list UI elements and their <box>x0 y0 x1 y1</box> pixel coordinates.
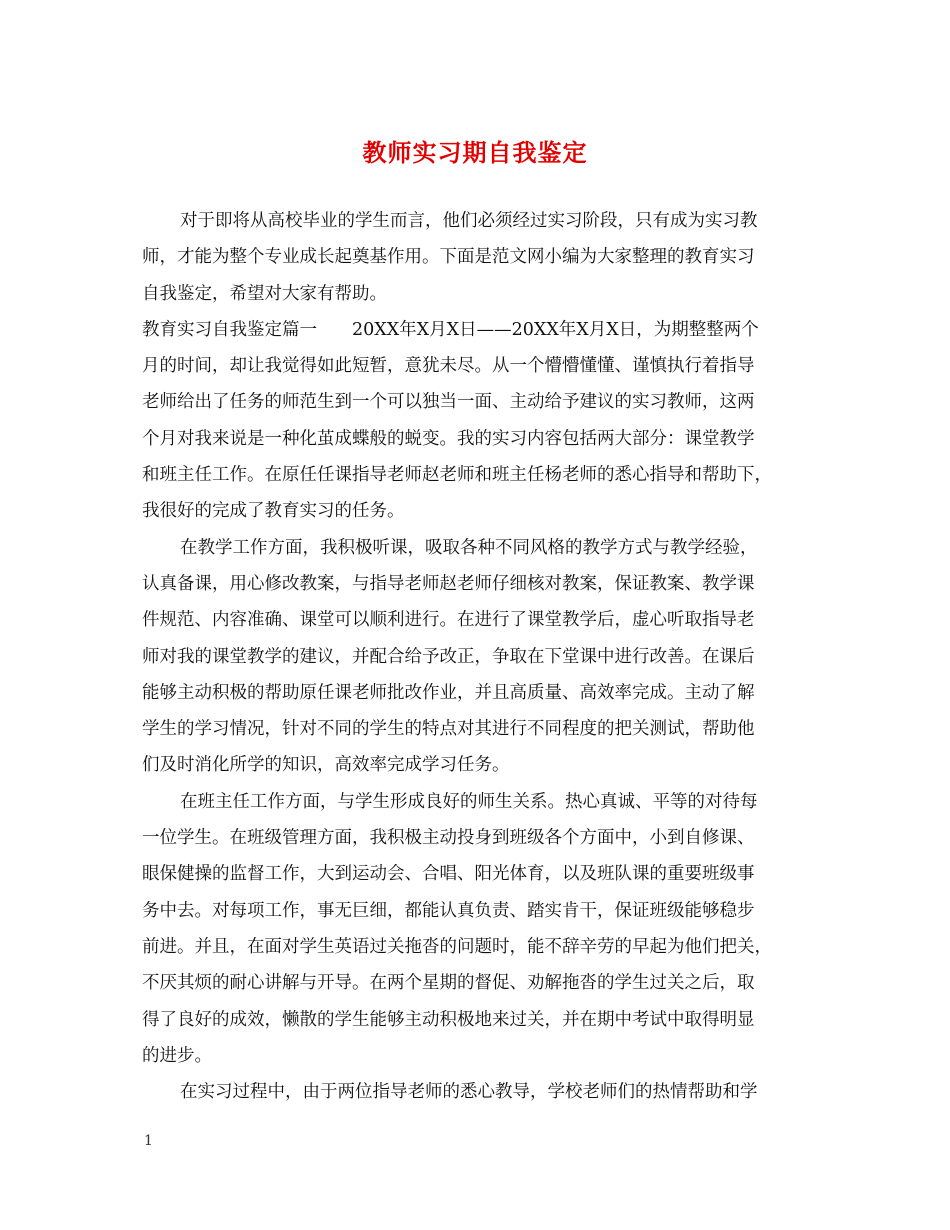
text-line: 师对我的课堂教学的建议，并配合给予改正，争取在下堂课中进行改善。在课后 <box>142 646 755 667</box>
document-body <box>142 203 810 1110</box>
document-title: 教师实习期自我鉴定 <box>362 138 588 167</box>
text-line: 得了良好的成效，懒散的学生能够主动积极地来过关，并在期中考试中取得明显 <box>142 1009 755 1030</box>
text-line: 件规范、内容准确、课堂可以顺利进行。在进行了课堂教学后，虚心听取指导老 <box>142 610 755 631</box>
text-line: 我很好的完成了教育实习的任务。 <box>142 501 405 522</box>
text-line: 对于即将从高校毕业的学生而言，他们必须经过实习阶段，只有成为实习教 <box>180 211 758 231</box>
text-line: 老师给出了任务的师范生到一个可以独当一面、主动给予建议的实习教师，这两 <box>142 392 755 413</box>
page-number: 1 <box>144 1133 153 1149</box>
text-line: 师，才能为整个专业成长起奠基作用。下面是范文网小编为大家整理的教育实习 <box>142 247 755 268</box>
text-line: 的进步。 <box>142 1045 212 1066</box>
text-line: 眼保健操的监督工作，大到运动会、合唱、阳光体育，以及班队课的重要班级事 <box>142 864 755 885</box>
text-line: 不厌其烦的耐心讲解与开导。在两个星期的督促、劝解拖沓的学生过关之后，取 <box>142 973 755 994</box>
text-line: 月的时间，却让我觉得如此短暂，意犹未尽。从一个懵懵懂懂、谨慎执行着指导 <box>142 356 755 377</box>
text-line: 们及时消化所学的知识，高效率完成学习任务。 <box>142 755 510 776</box>
text-line: 在班主任工作方面，与学生形成良好的师生关系。热心真诚、平等的对待每 <box>180 791 758 812</box>
text-line: 能够主动积极的帮助原任课老师批改作业，并且高质量、高效率完成。主动了解 <box>142 682 755 703</box>
text-line: 在教学工作方面，我积极听课，吸取各种不同风格的教学方式与教学经验， <box>180 537 758 558</box>
text-line: 个月对我来说是一种化茧成蝶般的蜕变。我的实习内容包括两大部分：课堂教学 <box>142 428 755 449</box>
text-line: 务中去。对每项工作，事无巨细，都能认真负责、踏实肯干，保证班级能够稳步 <box>142 900 755 921</box>
text-line: 前进。并且，在面对学生英语过关拖沓的问题时，能不辞辛劳的早起为他们把关， <box>142 936 772 957</box>
text-line: 教育实习自我鉴定篇一 20XX年X月X日——20XX年X月X日，为期整整两个 <box>142 319 759 340</box>
text-line: 在实习过程中，由于两位指导老师的悉心教导，学校老师们的热情帮助和学 <box>180 1082 758 1103</box>
text-line: 和班主任工作。在原任任课指导老师赵老师和班主任杨老师的悉心指导和帮助下， <box>142 465 772 486</box>
text-line: 自我鉴定，希望对大家有帮助。 <box>142 283 387 304</box>
text-line: 一位学生。在班级管理方面，我积极主动投身到班级各个方面中，小到自修课、 <box>142 828 755 849</box>
text-line: 学生的学习情况，针对不同的学生的特点对其进行不同程度的把关测试，帮助他 <box>142 719 755 740</box>
text-line: 认真备课，用心修改教案，与指导老师赵老师仔细核对教案，保证教案、教学课 <box>142 573 755 594</box>
